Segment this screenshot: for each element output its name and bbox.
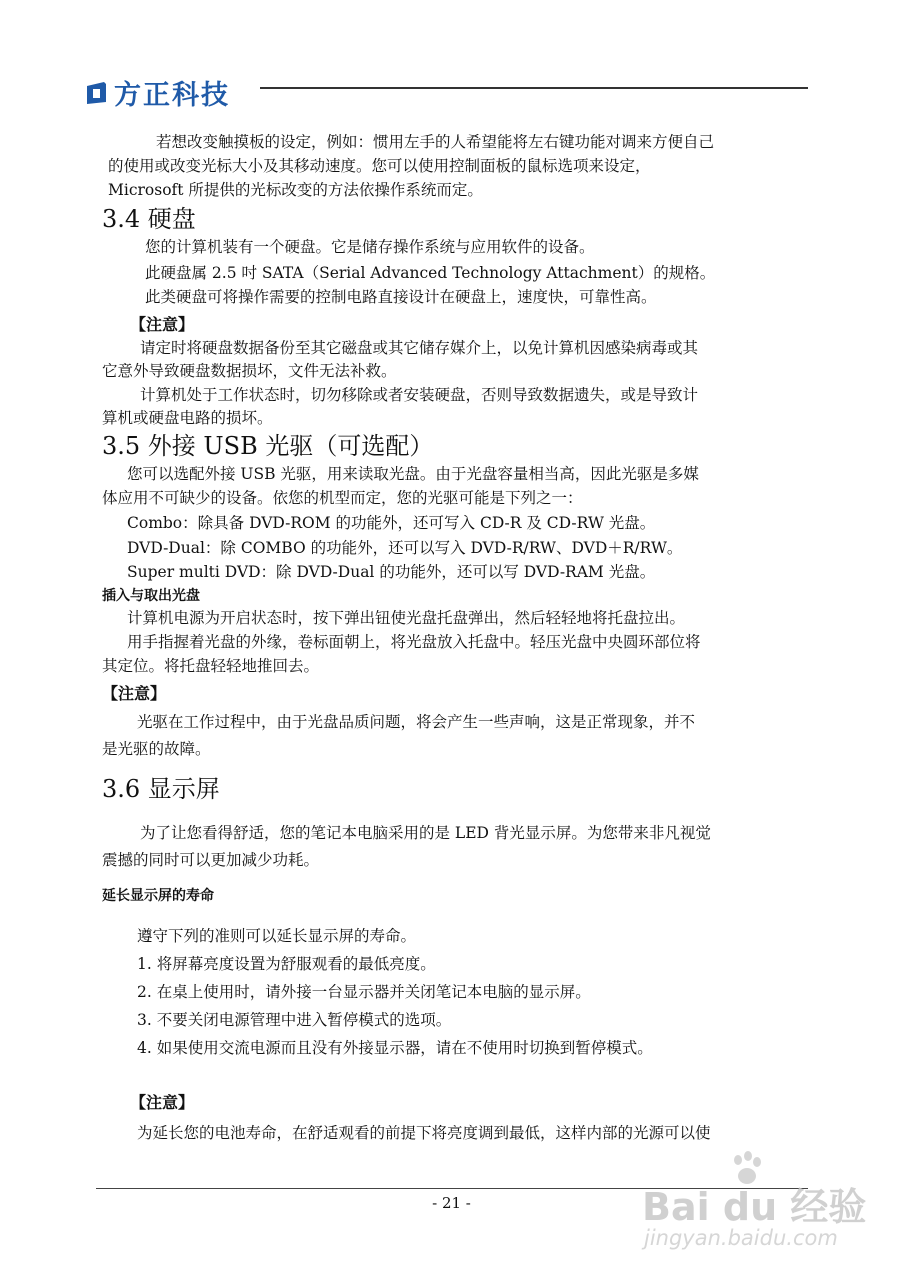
s36-subheading: 延长显示屏的寿命 <box>102 888 214 904</box>
s35-dual: DVD-Dual：除 COMBO 的功能外，还可以写入 DVD-R/RW、DVD＋R/RW。 <box>127 539 683 557</box>
s35-insert-2a: 用手指握着光盘的外缘，卷标面朝上，将光盘放入托盘中。轻压光盘中央圆环部位将 <box>127 633 701 651</box>
page-number: - 21 - <box>432 1194 471 1212</box>
s36-item-1: 1. 将屏幕亮度设置为舒服观看的最低亮度。 <box>137 955 436 973</box>
s34-note-1a: 请定时将硬盘数据备份至其它磁盘或其它储存媒介上，以免计算机因感染病毒或其 <box>140 339 699 357</box>
page-header <box>84 70 808 110</box>
header-rule <box>260 87 808 89</box>
intro-line-3: Microsoft 所提供的光标改变的方法依操作系统而定。 <box>108 181 483 199</box>
s34-p2: 此硬盘属 2.5 吋 SATA（Serial Advanced Technology Attachment）的规格。 <box>145 264 716 282</box>
s36-intro: 遵守下列的准则可以延长显示屏的寿命。 <box>137 927 417 945</box>
s35-p1b: 体应用不可缺少的设备。依您的机型而定，您的光驱可能是下列之一： <box>102 489 583 507</box>
section-3-4-title: 3.4 硬盘 <box>102 205 196 233</box>
s35-note-1a: 光驱在工作过程中，由于光盘品质问题，将会产生一些声响，这是正常现象，并不 <box>137 713 696 731</box>
s36-item-2: 2. 在桌上使用时，请外接一台显示器并关闭笔记本电脑的显示屏。 <box>137 983 591 1001</box>
s36-p1a: 为了让您看得舒适，您的笔记本电脑采用的是 LED 背光显示屏。为您带来非凡视觉 <box>140 824 711 842</box>
s34-note-1b: 它意外导致硬盘数据损坏，文件无法补救。 <box>102 362 397 380</box>
founder-logo <box>84 73 230 112</box>
intro-line-1: 若想改变触摸板的设定，例如：惯用左手的人希望能将左右键功能对调来方便自己 <box>156 133 715 151</box>
s35-insert-1: 计算机电源为开启状态时，按下弹出钮使光盘托盘弹出，然后轻轻地将托盘拉出。 <box>127 609 686 627</box>
s34-note-heading: 【注意】 <box>130 315 195 334</box>
watermark-brand: Bai du 经验 <box>642 1185 867 1229</box>
s36-p1b: 震撼的同时可以更加减少功耗。 <box>102 851 320 869</box>
watermark-url: jingyan.baidu.com <box>644 1226 838 1250</box>
s35-insert-2b: 其定位。将托盘轻轻地推回去。 <box>102 657 320 675</box>
s34-note-2a: 计算机处于工作状态时，切勿移除或者安装硬盘，否则导致数据遗失，或是导致计 <box>140 386 699 404</box>
s36-note-heading: 【注意】 <box>130 1093 195 1112</box>
s36-item-4: 4. 如果使用交流电源而且没有外接显示器，请在不使用时切换到暂停模式。 <box>137 1039 653 1057</box>
s35-note-1b: 是光驱的故障。 <box>102 740 211 758</box>
s35-subheading: 插入与取出光盘 <box>102 588 200 604</box>
s34-p1: 您的计算机装有一个硬盘。它是储存操作系统与应用软件的设备。 <box>145 238 595 256</box>
s36-note-1: 为延长您的电池寿命，在舒适观看的前提下将亮度调到最低，这样内部的光源可以使 <box>137 1124 711 1142</box>
logo-text: 方正科技 <box>114 80 230 111</box>
baidu-watermark <box>640 1150 890 1270</box>
section-3-5-title: 3.5 外接 USB 光驱（可选配） <box>102 432 434 460</box>
s34-note-2b: 算机或硬盘电路的损坏。 <box>102 409 273 427</box>
s36-item-3: 3. 不要关闭电源管理中进入暂停模式的选项。 <box>137 1011 452 1029</box>
s34-p3: 此类硬盘可将操作需要的控制电路直接设计在硬盘上，速度快，可靠性高。 <box>145 288 657 306</box>
s35-note-heading: 【注意】 <box>102 684 167 703</box>
s35-combo: Combo：除具备 DVD-ROM 的功能外，还可写入 CD-R 及 CD-RW 光盘。 <box>127 514 656 532</box>
intro-line-2: 的使用或改变光标大小及其移动速度。您可以使用控制面板的鼠标选项来设定， <box>108 157 651 175</box>
s35-multi: Super multi DVD：除 DVD-Dual 的功能外，还可以写 DVD-RAM 光盘。 <box>127 563 656 581</box>
section-3-6-title: 3.6 显示屏 <box>102 775 220 803</box>
founder-logo-icon <box>84 80 110 106</box>
s35-p1a: 您可以选配外接 USB 光驱，用来读取光盘。由于光盘容量相当高，因此光驱是多媒 <box>127 465 699 483</box>
